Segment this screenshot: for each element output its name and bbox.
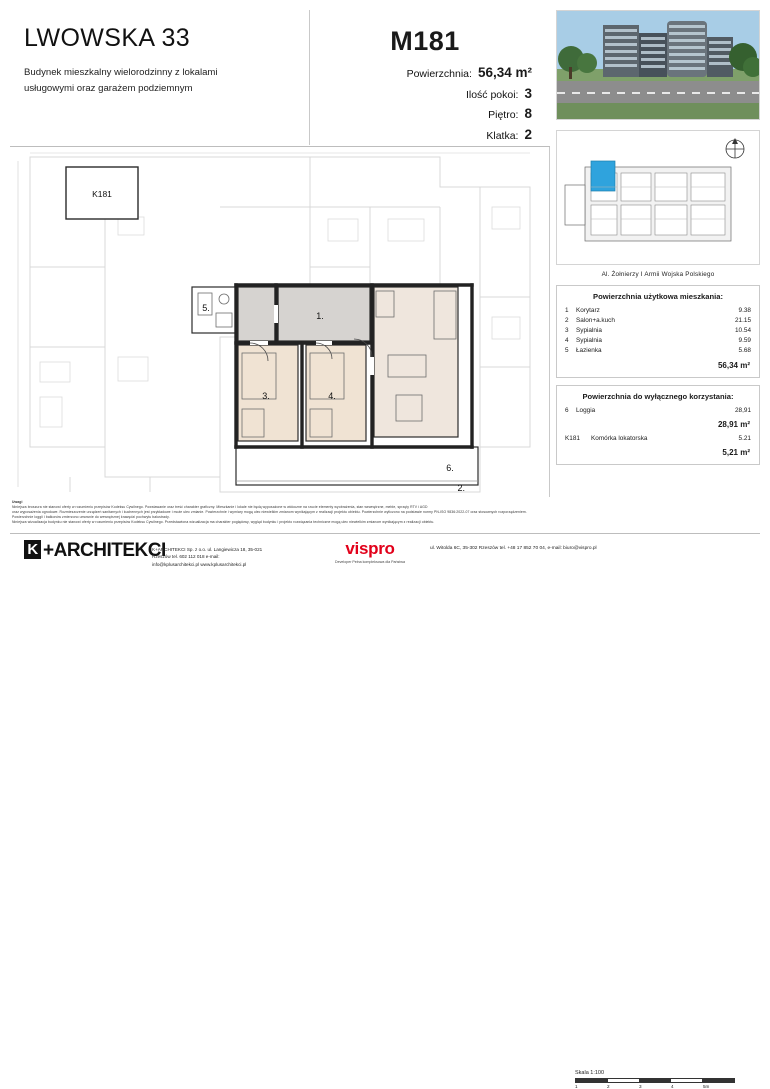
developer-name: vispro	[345, 539, 395, 558]
exclusive-area-table	[556, 385, 760, 466]
scale-bar-graphic	[575, 1078, 735, 1083]
floor-plan-drawing	[10, 147, 550, 497]
row-value: 21.15	[735, 317, 751, 325]
spec-row	[300, 106, 532, 121]
storage-room-label: K181	[92, 189, 112, 199]
exclusive-area-total: 28,91 m²	[717, 419, 750, 429]
room-label-1: 1.	[316, 311, 324, 321]
row-value: 28,91	[735, 406, 751, 414]
row-name: Loggia	[576, 406, 596, 414]
disclaimer-heading: Uwagi	[12, 500, 23, 504]
row-number: 3	[565, 327, 569, 335]
north-arrow-icon	[726, 138, 744, 158]
architect-address: K+ARCHITEKCI Sp. z o.o. ul. Langiewicza 18, 35-021 Rzeszów tel. 602 112 018 e-mail: info@kplusarchitekci.pl www.kplusarchitekci.pl	[152, 547, 263, 567]
usable-area-total: 56,34 m²	[717, 360, 750, 370]
spec-label: Piętro:	[488, 109, 519, 121]
building-photo	[556, 10, 760, 120]
row-value: 9.38	[738, 307, 751, 314]
key-plan	[556, 130, 760, 265]
row-name: Sypialnia	[576, 327, 602, 335]
scale-ticks	[575, 1084, 747, 1089]
row-value: 9.59	[738, 337, 751, 345]
scale-tick: 1	[575, 1084, 578, 1089]
storage-area-total: 5,21 m²	[722, 448, 750, 458]
room-label-3: 3.	[262, 391, 270, 401]
row-number: 2	[565, 317, 569, 325]
row-number: 5	[565, 347, 569, 355]
spec-value: 8	[524, 106, 532, 121]
row-value: 5.21	[738, 434, 751, 442]
scale-bar	[575, 1070, 765, 1089]
right-column	[556, 10, 760, 465]
footer	[10, 534, 760, 1089]
spec-row	[300, 127, 532, 142]
table-row	[565, 316, 751, 326]
room-label-2: 2.	[457, 483, 465, 493]
disclaimer-line-3: Powierzchnie loggii i balkonów zmierzono umownie do wewnętrznej krawędzi pochwytu balustrady.	[12, 515, 170, 520]
row-value: 5.68	[738, 347, 751, 355]
table-row	[565, 406, 751, 416]
disclaimer-line-4: Niniejsza wizualizacja budynku nie stanowi oferty w rozumieniu przepisów Kodeksu Cywilnego. Przedstawiona wizualizacja ma charakter poglądowy, wygląd budynku i projekto rozwiązania techniczne mogą ulec niewielkim zmianom wynikającym z realizacji obiektu.	[12, 520, 435, 525]
flat-code: M181	[390, 26, 460, 56]
key-plan-drawing	[557, 131, 759, 264]
architect-logo-mark: K	[24, 540, 41, 559]
row-number: K181	[565, 434, 580, 442]
scale-tick: 3	[639, 1084, 642, 1089]
row-number: 4	[565, 337, 569, 345]
spec-value: 2	[524, 126, 532, 142]
spec-value: 56,34 m²	[477, 65, 532, 80]
spec-label: Ilość pokoi:	[465, 88, 519, 101]
usable-area-table	[556, 285, 760, 378]
table-row	[565, 326, 751, 336]
building-description: Budynek mieszkalny wielorodzinny z lokalami usługowymi oraz garażem podziemnym	[24, 67, 218, 94]
developer-tagline: Developer Pełna kompleksowa dla Państwa	[335, 560, 405, 564]
flat-code-block	[300, 10, 550, 145]
row-number: 1	[565, 307, 569, 314]
row-name: Łazienka	[576, 347, 602, 355]
room-label-4: 4.	[328, 391, 336, 401]
spec-row	[300, 65, 532, 80]
developer-logo	[315, 539, 425, 565]
flat-specs	[300, 57, 550, 142]
row-value: 10.54	[735, 327, 751, 335]
floor-plan	[10, 147, 550, 497]
table-row	[565, 346, 751, 356]
spec-row	[300, 86, 532, 101]
scale-tick: 2	[607, 1084, 610, 1089]
table-row	[565, 306, 751, 316]
spec-value: 3	[524, 85, 532, 101]
exclusive-area-title: Powierzchnia do wyłącznego korzystania:	[582, 391, 734, 401]
row-name: Komórka lokatorska	[591, 434, 648, 442]
room-label-5: 5.	[202, 303, 210, 313]
developer-address: ul. Witolda 6C, 35-302 Rzeszów tel. +48 17 852 70 04, e-mail: biuro@vispro.pl	[430, 546, 597, 551]
row-number: 6	[565, 406, 569, 414]
room-label-6: 6.	[446, 463, 454, 473]
table-row	[565, 434, 751, 444]
row-name: Sypialnia	[576, 337, 602, 345]
header-title-block	[10, 10, 310, 145]
street-label: Al. Żołnierzy I Armii Wojska Polskiego	[601, 271, 715, 278]
scale-label: Skala 1:100	[575, 1070, 605, 1076]
table-row	[565, 336, 751, 346]
spec-label: Powierzchnia:	[406, 68, 472, 80]
legal-disclaimer	[12, 500, 547, 532]
disclaimer-line-2: oraz wyposażenia ogrodowe. Rozmieszczenie urządzeń sanitarnych i kuchennych jest przykładowe i może ulec zmianie. Powierzchnie i wymiary mogą ulec niewielkim zmianom wynikającym z realizacji projektu obiektu. Powierzchnie wyliczono na podstawie normy PN-ISO 9836:2022-07 oraz stosownych rozporządzeniem.	[12, 510, 527, 515]
architect-logo-text: +ARCHITEKCI	[43, 540, 166, 561]
usable-area-title: Powierzchnia użytkowa mieszkania:	[593, 292, 723, 301]
disclaimer-line-1: Niniejsza broszura nie stanowi oferty w rozumieniu przepisów Kodeksu Cywilnego. Powstawanie oraz treść charakter graficzny. Mieszkanie i lokale nie będą wyposażone w widoczne na rzucie elementy wyobrażenia, stan wewnętrzne, meble, sprzęty RTV i AGD	[12, 505, 428, 510]
spec-label: Klatka:	[486, 129, 519, 142]
row-name: Korytarz	[576, 307, 600, 314]
row-name: Salon+a.kuch	[576, 317, 615, 325]
scale-tick: 5m	[703, 1084, 710, 1089]
highlighted-unit	[591, 161, 615, 191]
scale-tick: 4	[671, 1084, 674, 1089]
page-title: LWOWSKA 33	[24, 24, 191, 52]
